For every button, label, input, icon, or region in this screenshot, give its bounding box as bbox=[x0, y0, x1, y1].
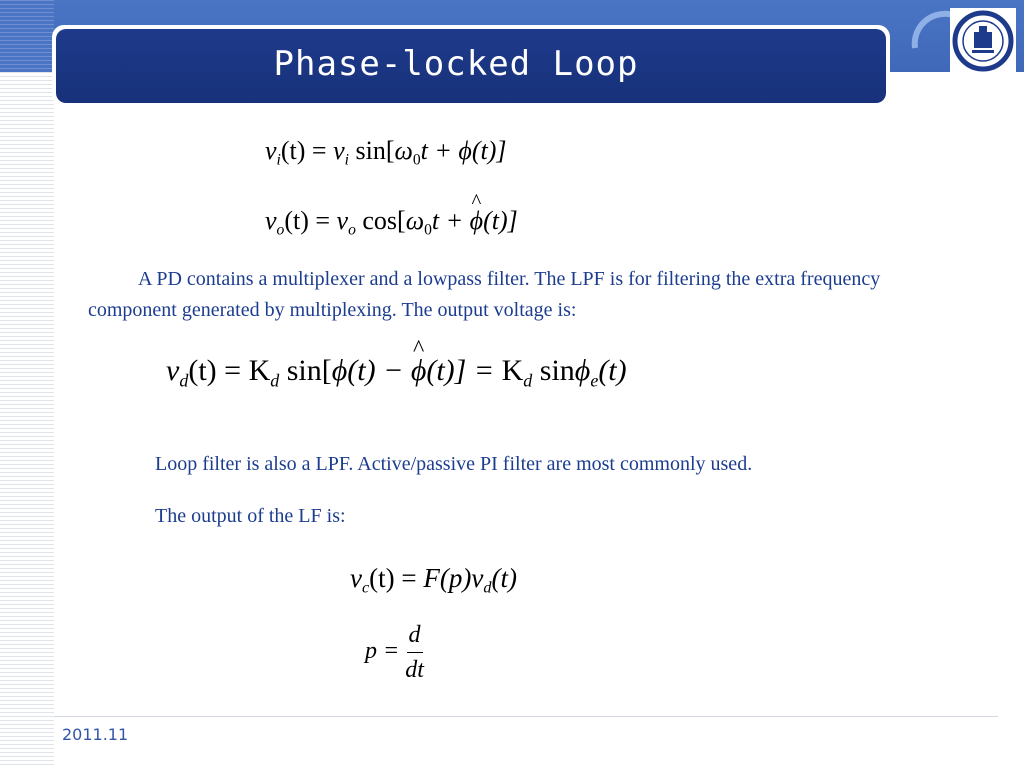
formula-vo-omega-sub: 0 bbox=[424, 221, 432, 239]
formula-vd-K2-sub: d bbox=[523, 370, 533, 391]
formula-vi-rhs: v bbox=[333, 136, 345, 165]
formula-vi-rest-a: t + bbox=[420, 136, 459, 165]
formula-vc-lhs: v bbox=[350, 563, 362, 593]
pd-paragraph bbox=[88, 264, 888, 326]
formula-vc-F: F bbox=[423, 563, 440, 593]
formula-vi-lhs: v bbox=[265, 136, 277, 165]
formula-vi-fn: sin[ bbox=[348, 136, 395, 165]
formula-vd-rest: (t)] = bbox=[426, 354, 502, 387]
page-title: Phase-locked Loop bbox=[273, 44, 639, 84]
formula-vi-omega-sub: 0 bbox=[412, 151, 421, 169]
formula-vi-arg: (t) = bbox=[280, 136, 334, 165]
formula-vo-phi-hat: ^ ϕ bbox=[470, 206, 483, 236]
formula-vd-mid: (t) − bbox=[347, 354, 411, 387]
formula-p-den: dt bbox=[405, 657, 424, 683]
lf-output-text: The output of the LF is: bbox=[155, 505, 346, 527]
formula-vd-lhs: v bbox=[166, 354, 180, 387]
formula-vo-rest-a: t + bbox=[431, 206, 470, 235]
formula-p-lhs: p = bbox=[365, 638, 406, 665]
formula-vi-rest-b: (t)] bbox=[471, 136, 507, 165]
formula-vc-mid: (p) bbox=[439, 563, 472, 593]
formula-vc-v-sub: d bbox=[483, 578, 492, 597]
formula-vo-lhs: v bbox=[265, 206, 277, 235]
formula-p bbox=[365, 618, 424, 687]
formula-vo-fn: cos[ bbox=[355, 206, 406, 235]
formula-vc-v: v bbox=[471, 563, 484, 593]
formula-vc-end: (t) bbox=[491, 563, 517, 593]
left-stripes-top bbox=[0, 0, 54, 72]
formula-vd-phi2: ϕ bbox=[574, 354, 591, 387]
formula-vc bbox=[350, 563, 517, 598]
formula-vo-omega: ω bbox=[405, 206, 425, 235]
formula-vd-K: K bbox=[248, 354, 271, 387]
formula-vo-rhs: v bbox=[336, 206, 349, 235]
formula-vo-rhs-sub: o bbox=[348, 221, 356, 239]
left-stripes bbox=[0, 72, 54, 768]
formula-vd-phi2-sub: e bbox=[590, 370, 599, 391]
formula-vd-fn2: sin bbox=[532, 354, 575, 387]
formula-vd-phi: ϕ bbox=[331, 354, 348, 387]
university-seal-icon bbox=[950, 8, 1016, 74]
formula-vi-omega: ω bbox=[394, 136, 413, 165]
formula-vd-K2: K bbox=[501, 354, 524, 387]
loop-filter-text: Loop filter is also a LPF. Active/passive PI filter are most commonly used. bbox=[155, 453, 753, 475]
formula-vo bbox=[265, 206, 518, 239]
formula-vd-fn: sin[ bbox=[279, 354, 332, 387]
formula-vi bbox=[265, 136, 507, 169]
formula-p-fraction bbox=[405, 618, 424, 687]
formula-vo-arg: (t) = bbox=[284, 206, 337, 235]
formula-vi-rhs-sub: i bbox=[344, 151, 349, 169]
footer-date: 2011.11 bbox=[62, 725, 129, 744]
pd-paragraph-text: A PD contains a multiplexer and a lowpass filter. The LPF is for filtering the extra frequency component generated by multiplexing. The output voltage is: bbox=[88, 268, 881, 321]
formula-p-num: d bbox=[407, 618, 423, 653]
formula-vi-lhs-sub: i bbox=[276, 151, 281, 169]
footer-divider bbox=[54, 716, 998, 717]
formula-vd-K-sub: d bbox=[270, 370, 280, 391]
formula-vo-rest-b: (t)] bbox=[483, 206, 518, 235]
formula-vd-end: (t) bbox=[598, 354, 627, 387]
formula-vd-arg: (t) = bbox=[188, 354, 249, 387]
formula-vi-phi: ϕ bbox=[458, 136, 472, 165]
formula-vo-lhs-sub: o bbox=[276, 221, 285, 239]
formula-vd-lhs-sub: d bbox=[179, 370, 189, 391]
formula-vc-lhs-sub: c bbox=[361, 578, 370, 597]
formula-vd bbox=[166, 354, 627, 391]
formula-vc-arg: (t) = bbox=[369, 563, 424, 593]
formula-vd-phi-hat: ^ ϕ bbox=[411, 354, 427, 388]
